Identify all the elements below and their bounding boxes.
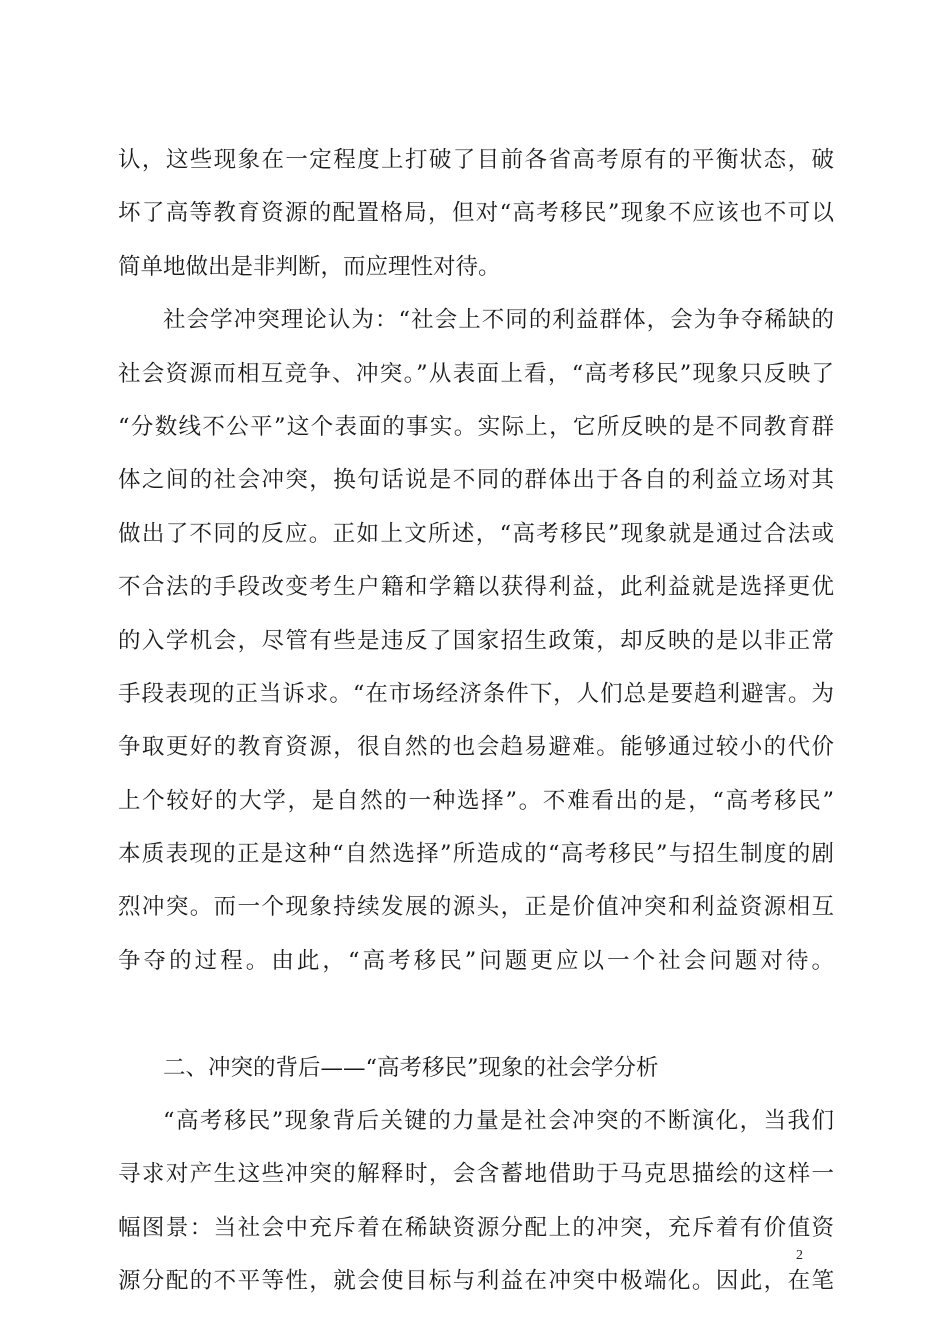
text-line: 本质表现的正是这种“自然选择”所造成的“高考移民”与招生制度的剧 <box>118 841 834 868</box>
text-line: 不合法的手段改变考生户籍和学籍以获得利益，此利益就是选择更优 <box>118 574 834 601</box>
text-line: 简单地做出是非判断，而应理性对待。 <box>118 253 501 280</box>
text-line: 争夺的过程。由此，“高考移民”问题更应以一个社会问题对待。 <box>118 947 834 974</box>
text-line: 体之间的社会冲突，换句话说是不同的群体出于各自的利益立场对其 <box>118 467 834 494</box>
text-line: 争取更好的教育资源，很自然的也会趋易避难。能够通过较小的代价 <box>118 734 834 761</box>
text-line: 手段表现的正当诉求。“在市场经济条件下，人们总是要趋利避害。为 <box>118 680 834 707</box>
page-number: 2 <box>796 1248 803 1263</box>
text-line <box>118 988 834 1041</box>
text-line: 社会学冲突理论认为：“社会上不同的利益群体，会为争夺稀缺的 <box>163 307 834 334</box>
text-line: 认，这些现象在一定程度上打破了目前各省高考原有的平衡状态，破 <box>118 147 834 173</box>
body-text <box>118 134 834 1309</box>
text-line: 幅图景：当社会中充斥着在稀缺资源分配上的冲突，充斥着有价值资 <box>118 1214 834 1241</box>
text-line: 的入学机会，尽管有些是违反了国家招生政策，却反映的是以非正常 <box>118 627 834 654</box>
text-line: 做出了不同的反应。正如上文所述，“高考移民”现象就是通过合法或 <box>118 520 834 547</box>
text-line: 源分配的不平等性，就会使目标与利益在冲突中极端化。因此，在笔 <box>118 1268 834 1295</box>
text-line: 烈冲突。而一个现象持续发展的源头，正是价值冲突和利益资源相互 <box>118 894 834 921</box>
section-heading: 二、冲突的背后——“高考移民”现象的社会学分析 <box>163 1054 659 1081</box>
text-line: “高考移民”现象背后关键的力量是社会冲突的不断演化，当我们 <box>163 1108 834 1135</box>
text-line: 寻求对产生这些冲突的解释时，会含蓄地借助于马克思描绘的这样一 <box>118 1161 834 1188</box>
text-line: “分数线不公平”这个表面的事实。实际上，它所反映的是不同教育群 <box>118 413 834 440</box>
text-line: 社会资源而相互竞争、冲突。”从表面上看，“高考移民”现象只反映了 <box>118 360 834 387</box>
text-line: 坏了高等教育资源的配置格局，但对“高考移民”现象不应该也不可以 <box>118 200 834 227</box>
text-line: 上个较好的大学，是自然的一种选择”。不难看出的是，“高考移民” <box>118 787 834 814</box>
